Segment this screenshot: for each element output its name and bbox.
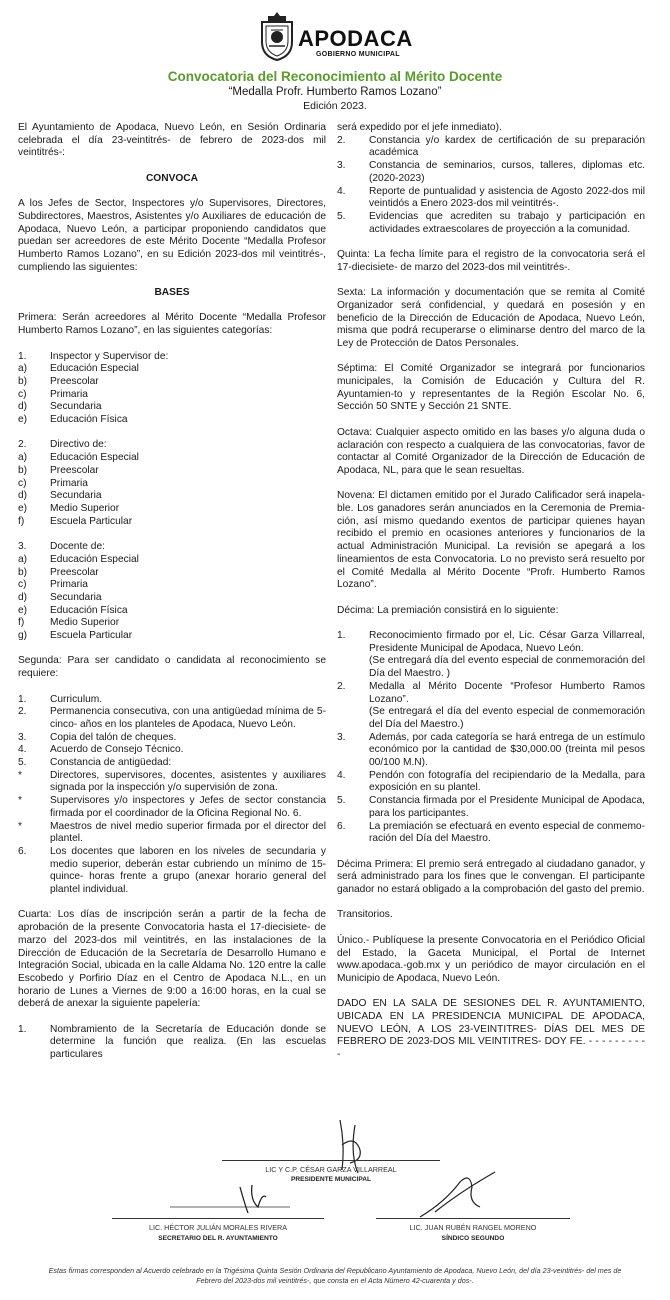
list-text: Directivo de:	[50, 439, 107, 451]
awards-list	[337, 630, 645, 846]
list-text: Preescolar	[50, 566, 99, 578]
list-item	[337, 795, 645, 820]
municipal-seal-icon	[258, 10, 296, 62]
list-item	[18, 795, 326, 820]
list-marker: *	[18, 820, 22, 832]
sindico-signature-icon	[400, 1167, 510, 1222]
list-marker: 3.	[18, 731, 27, 743]
secretary-role: SECRETARIO DEL R. AYUNTAMIENTO	[158, 1235, 278, 1242]
list-marker: 1.	[18, 350, 27, 362]
list-item	[18, 541, 326, 554]
list-text: Preescolar	[50, 375, 99, 387]
list-text: Primaria	[50, 579, 88, 591]
list-item	[18, 821, 326, 846]
list-item	[18, 846, 326, 897]
document-subtitle: “Medalla Profr. Humberto Ramos Lozano”	[228, 86, 442, 98]
list-text: Copia del talón de cheques.	[50, 731, 177, 743]
requirements-list	[18, 694, 326, 897]
sexta-paragraph: Sexta: La información y documentación que se remita al Comité Organizador será confidencial, y quedará en posesión y en beneficio de la Dirección de Educación de Apodaca, Nuevo León, misma que podrá recuperarse o eliminarse dentro del marco de la Ley de Protección de Datos Personales.	[337, 287, 645, 349]
list-item: 1. Nombramiento de la Secretaría de Educación donde se determine la función que realiza. (En las escuelas particulares	[18, 1023, 326, 1061]
list-marker: 4.	[18, 744, 27, 756]
decima-paragraph: Décima: La premiación consistirá en lo siguiente:	[337, 604, 559, 616]
list-marker: 1.	[18, 693, 27, 705]
list-marker: 2.	[337, 134, 346, 146]
list-item	[337, 655, 645, 680]
list-marker: 3.	[18, 541, 27, 553]
list-marker: 2.	[18, 706, 27, 718]
president-name: LIC Y C.P. CÉSAR GARZA VILLARREAL	[265, 1165, 397, 1174]
list-text: Docente de:	[50, 541, 105, 553]
list-text: Evidencias que acrediten su trabajo y participación en actividades extraescolares de proyección a la comunidad.	[369, 210, 645, 235]
list-marker: 4.	[337, 769, 346, 781]
list-marker: f)	[18, 515, 25, 527]
category-list-3	[18, 541, 326, 643]
category-list-1	[18, 351, 326, 427]
sindico-name: LIC. JUAN RUBÉN RANGEL MORENO	[409, 1223, 537, 1232]
list-marker: c)	[18, 388, 27, 400]
list-marker: *	[18, 795, 22, 807]
list-marker: g)	[18, 630, 28, 642]
list-marker: 2.	[18, 439, 27, 451]
list-item	[18, 351, 326, 364]
list-item	[337, 770, 645, 795]
list-text: Educación Especial	[50, 452, 139, 464]
list-marker: a)	[18, 452, 28, 464]
list-item	[337, 732, 645, 770]
list-marker: e)	[18, 503, 28, 514]
list-text: Constancia y/o kardex de certificación de su preparación académica	[369, 134, 645, 159]
continuation-text: será expedido por el jefe inmediato).	[337, 122, 502, 133]
list-text: (Se entregará el día del evento especial de conmemoración del Día del Maestro.)	[369, 706, 645, 730]
list-item	[18, 630, 326, 643]
list-marker: d)	[18, 401, 28, 413]
list-marker: c)	[18, 579, 27, 591]
list-text: Escuela Particular	[50, 515, 133, 527]
dado-paragraph: DADO EN LA SALA DE SESIONES DEL R. AYUNTAMIENTO, UBICADA EN LA PRESIDENCIA MUNICIPAL DE APODACA, NUEVO LEÓN, A LOS 23-VEINTITRES- DÍAS DEL MES DE FEBRERO DE 2023-DOS MIL VEINTITRES- DOY FE. - - - - - - - - - -	[337, 998, 645, 1061]
list-text: Primaria	[50, 388, 88, 400]
list-text: Pendón con fotografía del recipiendario de la Medalla, para exposición en su plantel.	[369, 769, 645, 794]
list-text: Reconocimiento firmado por el, Lic. César Garza Villarreal, Presidente Municipal de Apodaca, Nuevo León.	[369, 630, 645, 654]
list-text: Reporte de puntualidad y asistencia de Agosto 2022-dos mil veintidós a Enero 2023-dos mil veintitrés-.	[369, 185, 645, 210]
list-text: Además, por cada categoría se hará entrega de un estímulo económico por la cantidad de $30,000.00 (treinta mil pesos 00/100 M.N).	[369, 731, 645, 769]
list-text: Educación Especial	[50, 553, 139, 565]
list-item	[337, 821, 645, 846]
list-item	[337, 630, 645, 655]
list-text: Inspector y Supervisor de:	[50, 350, 169, 362]
list-text: Constancia firmada por el Presidente Municipal de Apodaca, para los participantes.	[369, 795, 645, 819]
list-text: Maestros de nivel medio superior firmada por el director del plantel.	[50, 820, 326, 845]
list-text: Medio Superior	[50, 617, 120, 629]
list-text: Acuerdo de Consejo Técnico.	[50, 744, 184, 756]
list-text: Permanencia consecutiva, con una antigüedad mínima de 5-cinco- años en los planteles de Apodaca, Nuevo León.	[50, 706, 326, 730]
list-marker: e)	[18, 604, 28, 616]
list-item	[18, 554, 326, 567]
list-marker: 6.	[337, 820, 346, 832]
brand-subtitle: GOBIERNO MUNICIPAL	[316, 51, 400, 58]
novena-paragraph: Novena: El dictamen emitido por el Jurado Calificador será inapela-ble. Los ganadores serán anunciados en la Ceremonia de Premia-ción, así mismo quedando exentos de participar quienes hayan recibido el premio en ocasiones anteriores y funcionarios de la actual Administración Municipal. La revisión se apegará a los lineamientos de esta Convocatoria. Lo no previsto será resuelto por el Comité Medalla al Mérito Docente “Profr. Humberto Ramos Lozano”.	[337, 490, 645, 591]
list-item	[18, 592, 326, 605]
list-item	[18, 516, 326, 529]
list-text: Supervisores y/o inspectores y Jefes de sector constancia firmada por el coordinador de la Oficina Regional No. 6.	[50, 795, 326, 819]
list-item	[337, 706, 645, 731]
list-item	[18, 706, 326, 731]
list-text: Secundaria	[50, 490, 102, 502]
footnote: Estas firmas corresponden al Acuerdo celebrado en la Trigésima Quinta Sesión Ordinaria del Republicano Ayuntamiento de Apodaca, Nuevo León, del día 23-veintitrés- del mes de Febrero del 2023-dos mil veintitrés-, que consta en el Acta Número 42-cuarenta y dos-.	[48, 1266, 622, 1285]
list-item	[18, 401, 326, 414]
list-marker: b)	[18, 375, 28, 387]
list-text: Secundaria	[50, 591, 102, 603]
list-marker: a)	[18, 553, 28, 565]
list-item	[18, 770, 326, 795]
list-text: Escuela Particular	[50, 630, 133, 642]
list-text: Los docentes que laboren en los niveles de secundaria y medio superior, deberán estar cubriendo un mínimo de 15-quince- horas frente a grupo (anexar horario general del plantel individual.	[50, 845, 326, 896]
secretary-name: LIC. HÉCTOR JULIÁN MORALES RIVERA	[148, 1223, 288, 1232]
list-text: Preescolar	[50, 464, 99, 476]
list-text: Educación Física	[50, 604, 128, 616]
list-item	[18, 617, 326, 630]
sindico-role: SÍNDICO SEGUNDO	[441, 1235, 505, 1242]
list-marker: e)	[18, 414, 28, 426]
list-marker: c)	[18, 477, 27, 489]
unico-paragraph: Único.- Publíquese la presente Convocatoria en el Periódico Oficial del Estado, la Gaceta Municipal, el Portal de Internet www.apodaca.-gob.mx y un periódico de mayor circulación en el Municipio de Apodaca, Nuevo León.	[337, 934, 645, 984]
list-marker: *	[18, 769, 22, 781]
transitorios-heading: Transitorios.	[337, 909, 393, 921]
list-marker: 3.	[337, 160, 346, 172]
list-marker: d)	[18, 490, 28, 502]
list-marker: 5.	[337, 210, 346, 222]
list-item	[337, 681, 645, 706]
president-signature-line	[222, 1160, 440, 1161]
list-text: La premiación se efectuará en evento especial de conmemo-ración del Día del Maestro.	[369, 820, 645, 845]
signatures-block	[0, 1115, 670, 1255]
list-text: Educación Física	[50, 414, 128, 426]
list-text: Medio Superior	[50, 503, 120, 514]
list-item	[18, 452, 326, 465]
list-item	[18, 465, 326, 478]
secretary-signature-icon	[170, 1175, 300, 1220]
septima-paragraph: Séptima: El Comité Organizador se integrará por funcionarios municipales, la Comisión de Educación y Cultura del R. Ayuntamien-to y representantes de la Región Escolar No. 6, Sección 50 SNTE y Sección 21 SNTE.	[337, 363, 645, 413]
segunda-paragraph: Segunda: Para ser candidato o candidata al reconocimiento se requiere:	[18, 655, 326, 680]
list-item	[337, 135, 645, 160]
list-text: Constancia de antigüedad:	[50, 757, 172, 769]
brand-name: APODACA	[298, 26, 413, 51]
bases-heading: BASES	[154, 287, 190, 299]
list-item	[18, 363, 326, 376]
list-text: Educación Especial	[50, 363, 139, 375]
list-marker: 1.	[337, 630, 346, 642]
list-marker	[337, 655, 369, 680]
list-item	[18, 414, 326, 427]
cuarta-paragraph: Cuarta: Los días de inscripción serán a partir de la fecha de aprobación de la presente Convocatoria hasta el 17-diecisiete- de marzo del 2023-dos mil veintitrés, en las instalaciones de la Dirección de Educación de la Secretaría de Desarrollo Humano e Integración Social, ubicada en la calle Aldama No. 120 entre la calle Escobedo y Porfirio Díaz en el Centro de Apodaca N.L., en un horario de Lunes a Viernes de 9:00 a 16:00 horas, en la cual se deberá de anexar la siguiente papelería:	[18, 909, 326, 1010]
sindico-signature-line	[376, 1218, 570, 1219]
left-column	[18, 122, 326, 1062]
list-marker: 5.	[337, 795, 346, 807]
list-item	[337, 186, 645, 211]
list-item	[18, 694, 326, 707]
list-marker: 5.	[18, 757, 27, 769]
list-text: (Se entregará día del evento especial de conmemoración del Día del Maestro. )	[369, 655, 645, 680]
document-title: Convocatoria del Reconocimiento al Mérito Docente	[167, 69, 503, 84]
list-item	[337, 160, 645, 185]
list-text: Directores, supervisores, docentes, asistentes y auxiliares signada por la inspección y/o supervisión de zona.	[50, 769, 326, 794]
list-marker: 4.	[337, 185, 346, 197]
list-item	[18, 605, 326, 618]
primera-paragraph: Primera: Serán acreedores al Mérito Docente “Medalla Profesor Humberto Ramos Lozano”, en las siguientes categorías:	[18, 312, 326, 337]
list-item	[18, 757, 326, 770]
list-item	[18, 579, 326, 592]
list-item	[18, 439, 326, 452]
list-marker: 6.	[18, 845, 27, 857]
convoca-paragraph: A los Jefes de Sector, Inspectores y/o Supervisores, Directores, Subdirectores, Maestros, Asistentes y/o Auxiliares de educación de Apodaca, Nuevo León, a participar proponiendo candidatos que puedan ser acreedores de este Mérito Docente “Medalla Profesor Humberto Ramos Lozano”, en su Edición 2023-dos mil veintitrés-, cumpliendo las siguientes:	[18, 198, 326, 273]
document-edition: Edición 2023.	[303, 100, 367, 112]
list-text: Curriculum.	[50, 693, 103, 705]
list-item	[18, 490, 326, 503]
list-item	[18, 744, 326, 757]
list-text: Secundaria	[50, 401, 102, 413]
documents-list	[337, 135, 645, 237]
quinta-paragraph: Quinta: La fecha límite para el registro de la convocatoria será el 17-diecisiete- de marzo del 2023-dos mil veintitrés-.	[337, 249, 645, 273]
decima-primera-paragraph: Décima Primera: El premio será entregado al ciudadano ganador, y será administrado para los fines que le convengan. El participante ganador no estará obligado a la comprobación del gasto del premio.	[337, 858, 645, 896]
list-marker: b)	[18, 464, 28, 476]
list-item	[18, 503, 326, 516]
secretary-signature-line	[112, 1218, 324, 1219]
list-item	[18, 567, 326, 580]
list-marker: d)	[18, 591, 28, 603]
list-item	[18, 732, 326, 745]
list-item	[18, 478, 326, 491]
list-text: Medalla al Mérito Docente “Profesor Humberto Ramos Lozano”.	[369, 680, 645, 705]
list-marker: 2.	[337, 680, 346, 692]
list-marker	[337, 706, 369, 731]
list-marker: f)	[18, 617, 25, 629]
convoca-heading: CONVOCA	[145, 172, 199, 184]
right-column	[337, 122, 645, 1075]
list-text: Primaria	[50, 477, 88, 489]
list-marker: 3.	[337, 731, 346, 743]
list-item	[18, 389, 326, 402]
document-header	[0, 8, 670, 66]
list-item	[337, 211, 645, 236]
category-list-2	[18, 439, 326, 528]
intro-paragraph: El Ayuntamiento de Apodaca, Nuevo León, en Sesión Ordinaria celebrada el día 23-veintitrés- de febrero de 2023-dos mil veintitrés-:	[18, 122, 326, 159]
list-text: Constancia de seminarios, cursos, talleres, diplomas etc. (2020-2023)	[369, 160, 645, 184]
list-marker: a)	[18, 363, 28, 375]
president-role: PRESIDENTE MUNICIPAL	[290, 1176, 372, 1183]
list-item	[18, 376, 326, 389]
list-marker: b)	[18, 566, 28, 578]
octava-paragraph: Octava: Cualquier aspecto omitido en las bases y/o alguna duda o aclaración con respecto a cualquiera de las convocatorias, favor de contactar al Comité Organizador de la Dirección de Educación de Apodaca, NL, para que le sean resueltas.	[337, 426, 645, 476]
